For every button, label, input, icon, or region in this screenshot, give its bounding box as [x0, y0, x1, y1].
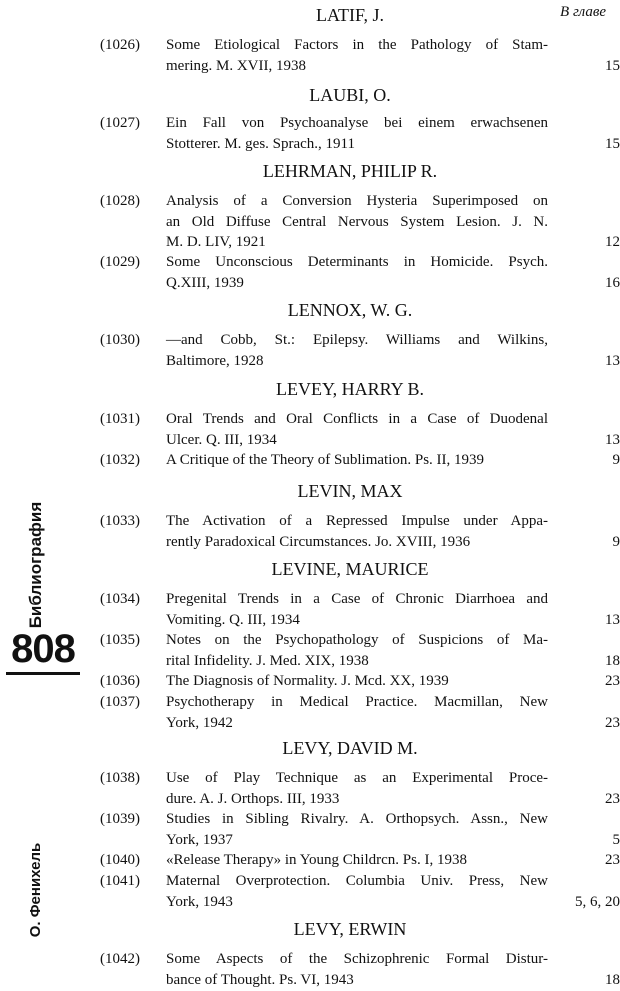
entry-text: [166, 630, 548, 671]
chapter-reference: 23: [605, 852, 620, 868]
entry-number: (1033): [100, 513, 140, 529]
entry-text: [166, 252, 548, 293]
entry-line: Q.XIII, 1939: [166, 274, 244, 291]
entry-line: York, 1942: [166, 714, 233, 731]
entry-line: bance of Thought. Ps. VI, 1943: [166, 971, 354, 988]
chapter-reference: 23: [605, 790, 620, 807]
chapter-reference: 12: [605, 234, 620, 250]
entry-line: mering. M. XVII, 1938: [166, 57, 306, 74]
entry-number: (1042): [100, 951, 140, 967]
entry-text: [166, 671, 548, 692]
entry-number: (1036): [100, 673, 140, 689]
entry-line: The Diagnosis of Normality. J. Mcd. XX, 1939: [166, 673, 449, 689]
entry-line: Some Etiological Factors in the Pathology of Stam-: [166, 37, 548, 53]
entry-line: Ulcer. Q. III, 1934: [166, 431, 277, 448]
entry-number: (1031): [100, 411, 140, 427]
entry-line: dure. A. J. Orthops. III, 1933: [166, 790, 340, 807]
entry-text: [166, 511, 548, 552]
chapter-reference: 5: [612, 831, 620, 848]
chapter-reference: 18: [605, 971, 620, 988]
author-heading: LEVY, ERWIN: [293, 919, 407, 939]
entry-line: Use of Play Technique as an Experimental Proce-: [166, 770, 548, 786]
chapter-reference: 5, 6, 20: [575, 893, 620, 910]
entry-line: Some Aspects of the Schizophrenic Formal Distur-: [166, 951, 548, 967]
entry-number: (1028): [100, 193, 140, 209]
entry-number: (1034): [100, 591, 140, 607]
author-heading: LATIF, J.: [315, 5, 385, 25]
entry-line: Psychotherapy in Medical Practice. Macmillan, New: [166, 694, 548, 710]
chapter-reference: 9: [612, 533, 620, 550]
entry-number: (1035): [100, 632, 140, 648]
entry-text: [166, 35, 548, 76]
chapter-reference: 15: [605, 135, 620, 152]
author-heading: LEVINE, MAURICE: [271, 559, 429, 579]
entry-number: (1037): [100, 694, 140, 710]
chapter-reference: 23: [605, 714, 620, 731]
entry-line: Some Unconscious Determinants in Homicide. Psych.: [166, 254, 548, 270]
entry-text: [166, 589, 548, 630]
chapter-reference: 13: [605, 431, 620, 448]
entry-line: Oral Trends and Oral Conflicts in a Case of Duodenal: [166, 411, 548, 427]
entry-text: [166, 871, 548, 912]
entry-line: York, 1937: [166, 831, 233, 848]
entry-text: [166, 450, 548, 471]
author-heading: LEVY, DAVID M.: [282, 738, 418, 758]
entry-text: [166, 330, 548, 371]
author-heading: LENNOX, W. G.: [287, 300, 413, 320]
page-number: 808: [6, 628, 80, 675]
entry-text: [166, 768, 548, 809]
entry-line: Notes on the Psychopathology of Suspicions of Ma-: [166, 632, 548, 648]
entry-text: [166, 809, 548, 850]
entry-line: Stotterer. M. ges. Sprach., 1911: [166, 135, 356, 152]
chapter-reference: 15: [605, 57, 620, 74]
entry-number: (1038): [100, 770, 140, 786]
entry-text: [166, 409, 548, 450]
entry-line: A Critique of the Theory of Sublimation. Ps. II, 1939: [166, 452, 485, 468]
entry-line: Studies in Sibling Rivalry. A. Orthopsych. Assn., New: [166, 811, 548, 827]
author-heading: LEVEY, HARRY B.: [275, 379, 425, 399]
side-title: Библиография: [26, 501, 45, 629]
entry-text: [166, 850, 548, 871]
entry-line: —and Cobb, St.: Epilepsy. Williams and Wilkins,: [166, 332, 548, 348]
entry-number: (1029): [100, 254, 140, 270]
chapter-reference: 18: [605, 652, 620, 669]
entry-line: York, 1943: [166, 893, 233, 910]
entry-line: rital Infidelity. J. Med. XIX, 1938: [166, 652, 369, 669]
entry-line: Pregenital Trends in a Case of Chronic Diarrhoea and: [166, 591, 548, 607]
entry-text: [166, 191, 548, 253]
entry-line: M. D. LIV, 1921: [166, 234, 266, 250]
author-heading: LEVIN, MAX: [297, 481, 403, 501]
entry-line: The Activation of a Repressed Impulse under Appa-: [166, 513, 548, 529]
entry-line: Maternal Overprotection. Columbia Univ. Press, New: [166, 873, 548, 889]
author-heading: LAUBI, O.: [309, 85, 391, 105]
entry-number: (1039): [100, 811, 140, 827]
entry-line: Vomiting. Q. III, 1934: [166, 611, 300, 628]
margin-note: В главе: [560, 4, 606, 20]
side-author: О. Фенихель: [27, 842, 44, 938]
entry-line: an Old Diffuse Central Nervous System Lesion. J. N.: [166, 213, 548, 230]
entry-number: (1027): [100, 115, 140, 131]
author-heading: LEHRMAN, PHILIP R.: [262, 161, 438, 181]
entry-number: (1040): [100, 852, 140, 868]
entry-line: rently Paradoxical Circumstances. Jo. XVIII, 1936: [166, 533, 471, 550]
chapter-reference: 9: [612, 452, 620, 468]
entry-number: (1041): [100, 873, 140, 889]
entry-line: «Release Therapy» in Young Childrcn. Ps. I, 1938: [166, 852, 467, 868]
entry-number: (1032): [100, 452, 140, 468]
entry-line: Baltimore, 1928: [166, 352, 264, 369]
entry-number: (1026): [100, 37, 140, 53]
entry-text: [166, 692, 548, 733]
entry-line: Ein Fall von Psychoanalyse bei einem erwachsenen: [166, 115, 548, 131]
entry-text: [166, 949, 548, 990]
chapter-reference: 13: [605, 611, 620, 628]
entry-number: (1030): [100, 332, 140, 348]
chapter-reference: 23: [605, 673, 620, 689]
chapter-reference: 13: [605, 352, 620, 369]
entry-text: [166, 113, 548, 154]
chapter-reference: 16: [605, 274, 620, 291]
entry-line: Analysis of a Conversion Hysteria Superimposed on: [166, 193, 548, 209]
